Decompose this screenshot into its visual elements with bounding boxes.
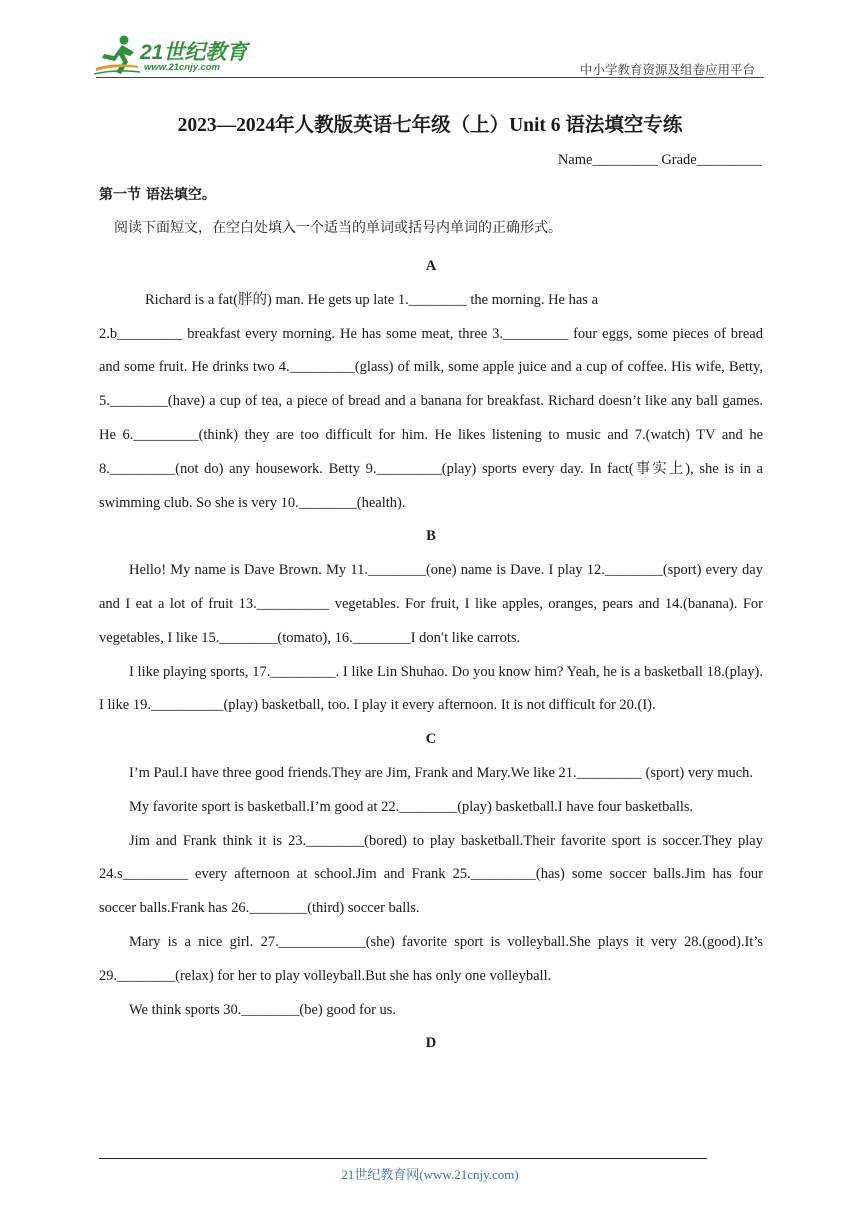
passage-c-paragraph: Mary is a nice girl. 27.____________(she) favorite sport is volleyball.She plays it very 28.(good).It’s 29.________(relax) for her to play volleyball.But she has only one volleyball. [99,933,763,984]
runner-logo-icon [94,34,140,76]
passage-c-paragraph: Jim and Frank think it is 23.________(bored) to play basketball.Their favorite sport is soccer.They play 24.s_________ every afternoon at school.Jim and Frank 25._________(has) some soccer balls.Jim has four soccer balls.Frank has 26.________(third) soccer balls. [99,832,763,917]
passage-a-body: 2.b_________ breakfast every morning. He has some meat, three 3._________ four eggs, some pieces of bread and some fruit. He drinks two 4._________(glass) of milk, some apple juice and a cup of coffee. His wife, Betty, 5.________(have) a cup of tea, a piece of bread and a banana for breakfast. Richard doesn’t like any ball games. He 6._________(think) they are too difficult for him. He likes listening to music and 7.(watch) TV and he 8._________(not do) any housework. Betty 9._________(play) sports every day. In fact(事实上), she is in a swimming club. So she is very 10.________(health). [99,325,763,511]
instruction-text: 阅读下面短文，在空白处填入一个适当的单词或括号内单词的正确形式。 [114,220,562,236]
passage-c-heading: C [425,731,437,748]
page-title: 2023—2024年人教版英语七年级（上）Unit 6 语法填空专练 [177,115,683,136]
section-heading: 第一节 语法填空。 [99,187,216,203]
footer-divider [99,1158,707,1159]
passage-b-heading: B [426,528,436,545]
name-grade-line: Name_________ Grade_________ [557,152,762,168]
passage-b-paragraph: Hello! My name is Dave Brown. My 11.________(one) name is Dave. I play 12.________(sport) every day and I eat a lot of fruit 13.__________ vegetables. For fruit, I like apples, oranges, pears and 14.(banana). For vegetables, I like 15.________(tomato), 16.________I don′t like carrots. [99,562,763,646]
passage-b-paragraph: I like playing sports, 17._________. I like Lin Shuhao. Do you know him? Yeah, he is a basketball 18.(play). I like 19.__________(play) basketball, too. I play it every afternoon. It is not difficult for 20.(I). [99,663,763,714]
passage-d-heading: D [425,1035,437,1052]
logo [94,34,264,78]
logo-text: 21世纪教育 [140,41,248,64]
logo-url: www.21cnjy.com [144,62,220,73]
passages [99,250,763,1061]
page-header [0,0,860,80]
header-slogan: 中小学教育资源及组卷应用平台 [579,62,755,77]
header-divider [96,77,764,78]
passage-a-heading: A [425,258,437,274]
passage-c-paragraph: My favorite sport is basketball.I’m good at 22.________(play) basketball.I have four basketballs. [129,798,694,815]
passage-a-line1: Richard is a fat(胖的) man. He gets up late 1.________ the morning. He has a [145,291,599,308]
passage-c-paragraph: We think sports 30.________(be) good for us. [129,1001,397,1018]
page-footer: 21世纪教育网(www.21cnjy.com) [341,1167,519,1182]
passage-c-paragraph: I’m Paul.I have three good friends.They are Jim, Frank and Mary.We like 21._________ (sport) very much. [129,764,754,781]
